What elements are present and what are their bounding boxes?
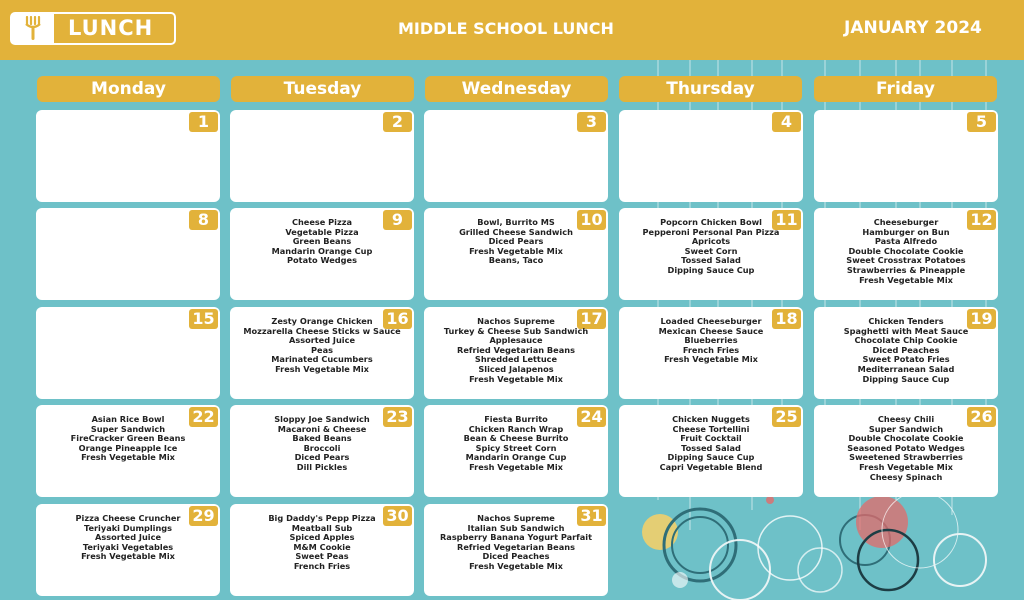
menu-item: Super Sandwich bbox=[868, 423, 944, 434]
menu-item: Cheesy Spinach bbox=[869, 471, 943, 482]
day-cell bbox=[424, 307, 608, 399]
menu-list bbox=[814, 317, 998, 384]
day-cell bbox=[619, 208, 803, 300]
menu-item: Fresh Vegetable Mix bbox=[664, 354, 758, 365]
menu-item: Dipping Sauce Cup bbox=[862, 373, 950, 384]
day-cell bbox=[424, 405, 608, 497]
menu-item: Fresh Vegetable Mix bbox=[859, 461, 953, 472]
menu-item: Cheesy Chili bbox=[877, 414, 935, 424]
menu-item: Sweetened Strawberries bbox=[849, 452, 963, 463]
day-cell bbox=[230, 110, 414, 202]
day-cell bbox=[230, 307, 414, 399]
menu-list bbox=[230, 514, 414, 572]
menu-item: Zesty Orange Chicken bbox=[271, 316, 373, 326]
date-number: 19 bbox=[967, 309, 996, 329]
menu-item: Baked Beans bbox=[292, 433, 352, 444]
menu-item: Sweet Peas bbox=[295, 551, 349, 562]
day-cell bbox=[230, 405, 414, 497]
logo-text: LUNCH bbox=[68, 16, 154, 40]
menu-item: Fresh Vegetable Mix bbox=[469, 461, 563, 472]
menu-item: Assorted Juice bbox=[288, 335, 355, 346]
menu-item: Beans, Taco bbox=[488, 255, 544, 266]
menu-item: Bowl, Burrito MS bbox=[477, 217, 555, 227]
menu-item: Chicken Ranch Wrap bbox=[468, 423, 564, 434]
menu-item: Dill Pickles bbox=[296, 461, 348, 472]
menu-item: Potato Wedges bbox=[287, 255, 357, 266]
menu-item: Grilled Cheese Sandwich bbox=[459, 226, 573, 237]
menu-item: Pasta Alfredo bbox=[874, 236, 938, 247]
menu-list bbox=[230, 218, 414, 266]
day-cell bbox=[814, 307, 998, 399]
date-number: 24 bbox=[577, 407, 606, 427]
menu-item: Double Chocolate Cookie bbox=[848, 245, 964, 256]
menu-item: French Fries bbox=[293, 560, 351, 571]
menu-list bbox=[619, 317, 803, 365]
menu-list bbox=[424, 514, 608, 572]
date-number: 8 bbox=[189, 210, 218, 230]
date-number: 11 bbox=[772, 210, 801, 230]
date-number: 5 bbox=[967, 112, 996, 132]
menu-item: Tossed Salad bbox=[681, 442, 741, 453]
menu-item: FireCracker Green Beans bbox=[70, 433, 186, 444]
menu-item: Meatball Sub bbox=[291, 522, 353, 533]
menu-item: Mandarin Orange Cup bbox=[465, 452, 567, 463]
menu-list bbox=[424, 415, 608, 473]
day-cell bbox=[424, 110, 608, 202]
menu-list bbox=[230, 415, 414, 473]
menu-item: Fresh Vegetable Mix bbox=[81, 452, 175, 463]
menu-item: Spicy Street Corn bbox=[475, 442, 557, 453]
date-number: 1 bbox=[189, 112, 218, 132]
menu-item: Fresh Vegetable Mix bbox=[469, 373, 563, 384]
menu-list bbox=[814, 415, 998, 482]
menu-item: Orange Pineapple Ice bbox=[78, 442, 178, 453]
date-number: 10 bbox=[577, 210, 606, 230]
menu-item: Fresh Vegetable Mix bbox=[469, 560, 563, 571]
menu-item: Dipping Sauce Cup bbox=[667, 264, 755, 275]
menu-item: Big Daddy's Pepp Pizza bbox=[268, 513, 376, 523]
date-number: 29 bbox=[189, 506, 218, 526]
month-label: JANUARY 2024 bbox=[844, 18, 982, 38]
menu-item: Fruit Cocktail bbox=[680, 433, 742, 444]
date-number: 17 bbox=[577, 309, 606, 329]
date-number: 4 bbox=[772, 112, 801, 132]
menu-item: Teriyaki Dumplings bbox=[83, 522, 173, 533]
menu-item: Marinated Cucumbers bbox=[271, 354, 373, 365]
menu-list bbox=[619, 218, 803, 276]
menu-item: Spiced Apples bbox=[289, 532, 355, 543]
day-cell bbox=[36, 504, 220, 596]
menu-item: Blueberries bbox=[684, 335, 738, 346]
menu-list bbox=[424, 218, 608, 266]
day-header-thursday: Thursday bbox=[619, 76, 802, 102]
menu-item: Vegetable Pizza bbox=[285, 226, 359, 237]
menu-item: Sweet Crosstrax Potatoes bbox=[846, 255, 966, 266]
menu-item: Sweet Corn bbox=[684, 245, 738, 256]
menu-list bbox=[36, 415, 220, 463]
menu-item: Strawberries & Pineapple bbox=[846, 264, 966, 275]
day-cell bbox=[424, 208, 608, 300]
menu-item: Diced Peaches bbox=[872, 344, 940, 355]
menu-item: Chocolate Chip Cookie bbox=[854, 335, 958, 346]
date-number: 15 bbox=[189, 309, 218, 329]
lunch-logo bbox=[10, 12, 176, 45]
menu-item: Capri Vegetable Blend bbox=[659, 461, 763, 472]
date-number: 16 bbox=[383, 309, 412, 329]
menu-item: Sliced Jalapenos bbox=[478, 363, 554, 374]
day-cell bbox=[619, 110, 803, 202]
menu-item: Hamburger on Bun bbox=[862, 226, 950, 237]
day-header-friday: Friday bbox=[814, 76, 997, 102]
menu-item: Cheeseburger bbox=[873, 217, 939, 227]
menu-item: French Fries bbox=[682, 344, 740, 355]
menu-item: Nachos Supreme bbox=[477, 513, 555, 523]
menu-item: Diced Peaches bbox=[482, 551, 550, 562]
page-title: MIDDLE SCHOOL LUNCH bbox=[398, 19, 614, 38]
header-bar bbox=[0, 0, 1024, 60]
day-cell bbox=[424, 504, 608, 596]
menu-item: Popcorn Chicken Bowl bbox=[660, 217, 762, 227]
menu-item: Spaghetti with Meat Sauce bbox=[843, 325, 969, 336]
menu-item: Refried Vegetarian Beans bbox=[457, 344, 575, 355]
date-number: 18 bbox=[772, 309, 801, 329]
date-number: 23 bbox=[383, 407, 412, 427]
date-number: 12 bbox=[967, 210, 996, 230]
day-header-tuesday: Tuesday bbox=[231, 76, 414, 102]
date-number: 31 bbox=[577, 506, 606, 526]
menu-item: Mexican Cheese Sauce bbox=[658, 325, 764, 336]
day-cell bbox=[814, 110, 998, 202]
date-number: 30 bbox=[383, 506, 412, 526]
menu-item: Shredded Lettuce bbox=[474, 354, 558, 365]
menu-item: Sloppy Joe Sandwich bbox=[274, 414, 370, 424]
day-cell bbox=[36, 110, 220, 202]
date-number: 9 bbox=[383, 210, 412, 230]
menu-item: Double Chocolate Cookie bbox=[848, 433, 964, 444]
menu-item: Broccoli bbox=[303, 442, 341, 453]
day-header-monday: Monday bbox=[37, 76, 220, 102]
menu-item: Super Sandwich bbox=[90, 423, 166, 434]
menu-item: Macaroni & Cheese bbox=[277, 423, 367, 434]
menu-item: Cheese Tortellini bbox=[672, 423, 750, 434]
day-cell bbox=[36, 405, 220, 497]
date-number: 26 bbox=[967, 407, 996, 427]
date-number: 25 bbox=[772, 407, 801, 427]
menu-item: Mediterranean Salad bbox=[857, 363, 955, 374]
menu-item: Turkey & Cheese Sub Sandwich bbox=[443, 325, 589, 336]
menu-item: Green Beans bbox=[292, 236, 352, 247]
day-cell bbox=[36, 307, 220, 399]
day-cell bbox=[814, 405, 998, 497]
day-cell bbox=[36, 208, 220, 300]
menu-item: Chicken Nuggets bbox=[672, 414, 750, 424]
menu-item: Loaded Cheeseburger bbox=[660, 316, 762, 326]
day-cell bbox=[230, 208, 414, 300]
menu-item: Fresh Vegetable Mix bbox=[275, 363, 369, 374]
menu-item: Bean & Cheese Burrito bbox=[463, 433, 569, 444]
menu-list bbox=[424, 317, 608, 384]
menu-item: Chicken Tenders bbox=[868, 316, 944, 326]
fork-icon bbox=[12, 14, 54, 43]
date-number: 3 bbox=[577, 112, 606, 132]
menu-item: Pizza Cheese Cruncher bbox=[75, 513, 181, 523]
menu-item: Fresh Vegetable Mix bbox=[859, 274, 953, 285]
menu-item: Raspberry Banana Yogurt Parfait bbox=[439, 532, 592, 543]
day-cell bbox=[619, 307, 803, 399]
day-header-wednesday: Wednesday bbox=[425, 76, 608, 102]
date-number: 22 bbox=[189, 407, 218, 427]
menu-item: Peas bbox=[311, 344, 333, 355]
menu-item: Assorted Juice bbox=[94, 532, 161, 543]
menu-item: Teriyaki Vegetables bbox=[82, 541, 174, 552]
menu-item: Cheese Pizza bbox=[291, 217, 353, 227]
menu-item: Mandarin Orange Cup bbox=[271, 245, 373, 256]
menu-item: Apricots bbox=[691, 236, 731, 247]
menu-item: Seasoned Potato Wedges bbox=[847, 442, 965, 453]
menu-item: Diced Pears bbox=[488, 236, 544, 247]
menu-item: Fiesta Burrito bbox=[484, 414, 548, 424]
menu-item: Diced Pears bbox=[294, 452, 350, 463]
menu-item: Applesauce bbox=[489, 335, 543, 346]
day-cell bbox=[814, 208, 998, 300]
menu-item: Asian Rice Bowl bbox=[91, 414, 165, 424]
menu-item: Mozzarella Cheese Sticks w Sauce bbox=[243, 325, 401, 336]
date-number: 2 bbox=[383, 112, 412, 132]
menu-item: Dipping Sauce Cup bbox=[667, 452, 755, 463]
menu-list bbox=[814, 218, 998, 285]
menu-item: Pepperoni Personal Pan Pizza bbox=[642, 226, 780, 237]
menu-list bbox=[36, 514, 220, 562]
menu-item: Sweet Potato Fries bbox=[862, 354, 950, 365]
menu-item: Tossed Salad bbox=[681, 255, 741, 266]
menu-item: Italian Sub Sandwich bbox=[467, 522, 565, 533]
menu-item: Fresh Vegetable Mix bbox=[81, 551, 175, 562]
menu-list bbox=[619, 415, 803, 473]
menu-item: M&M Cookie bbox=[293, 541, 351, 552]
day-cell bbox=[230, 504, 414, 596]
day-cell bbox=[619, 405, 803, 497]
menu-item: Refried Vegetarian Beans bbox=[457, 541, 575, 552]
menu-list bbox=[230, 317, 414, 375]
menu-item: Nachos Supreme bbox=[477, 316, 555, 326]
menu-item: Fresh Vegetable Mix bbox=[469, 245, 563, 256]
